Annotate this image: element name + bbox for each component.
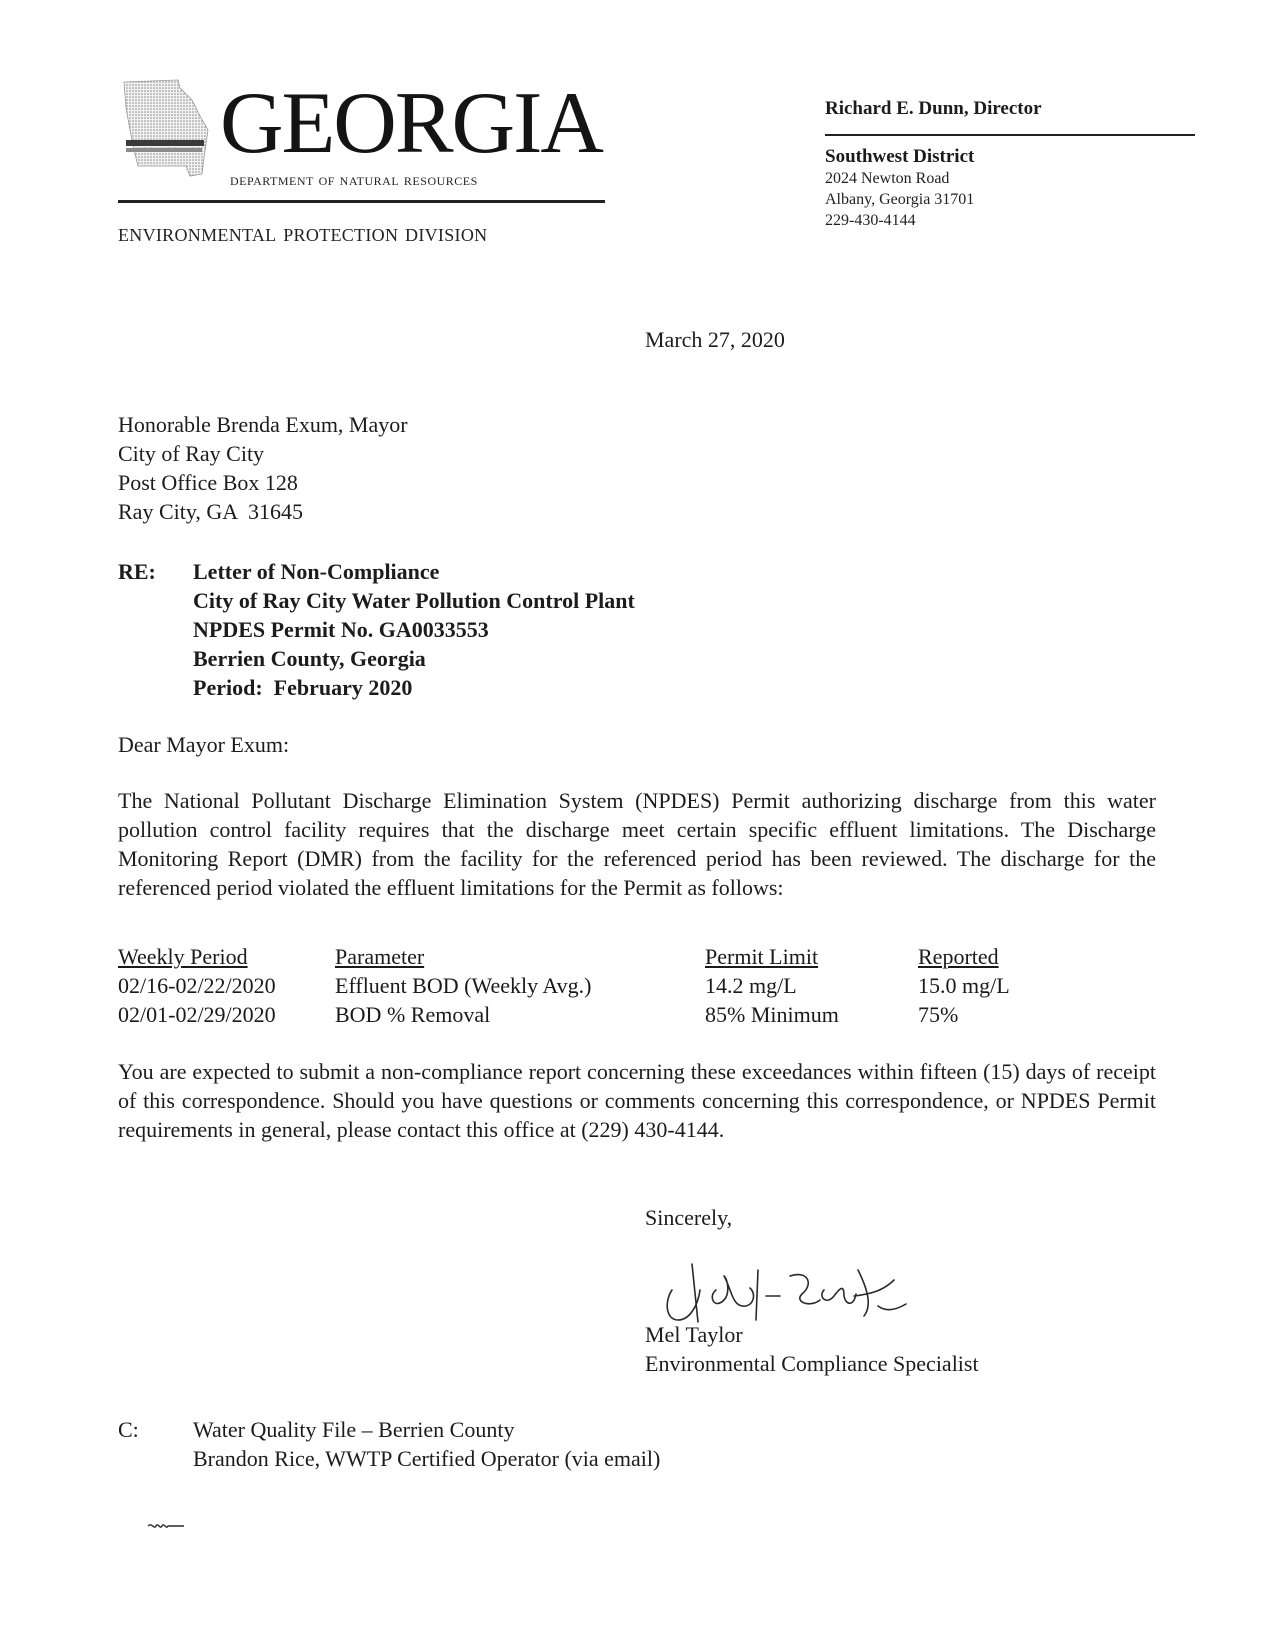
signer-name: Mel Taylor [645, 1322, 743, 1347]
subject-block [193, 557, 635, 702]
column-header: Parameter [335, 944, 425, 969]
table-cell: 02/16-02/22/2020 [118, 973, 276, 998]
recipient-address [118, 410, 408, 526]
department-name: department of natural resources [230, 170, 478, 189]
subject-line: Period: February 2020 [193, 675, 413, 700]
column-header: Permit Limit [705, 944, 819, 969]
salutation: Dear Mayor Exum: [118, 732, 290, 757]
cc-recipients [193, 1415, 660, 1473]
handwritten-signature [658, 1250, 918, 1328]
table-cell: 15.0 mg/L [918, 973, 1010, 998]
column-header: Reported [918, 944, 999, 969]
director-name: Richard E. Dunn, Director [825, 98, 1042, 119]
table-cell: Effluent BOD (Weekly Avg.) [335, 973, 592, 998]
closing: Sincerely, [645, 1205, 733, 1230]
subject-line: City of Ray City Water Pollution Control Plant [193, 588, 635, 613]
recipient-line: Ray City, GA 31645 [118, 499, 303, 524]
handwritten-initials [146, 1518, 186, 1536]
phone-number: 229-430-4144 [825, 212, 916, 229]
cc-label: C: [118, 1417, 139, 1442]
recipient-line: Post Office Box 128 [118, 470, 298, 495]
subject-line: Berrien County, Georgia [193, 646, 426, 671]
address-line-1: 2024 Newton Road [825, 170, 950, 187]
table-cell: 75% [918, 1002, 959, 1027]
table-cell: 85% Minimum [705, 1002, 839, 1027]
body-paragraph-1: The National Pollutant Discharge Elimination System (NPDES) Permit authorizing discharge from this water pollution control facility requires that the discharge meet certain specific effluent limitations. The Discharge Monitoring Report (DMR) from the facility for the referenced period has been reviewed. The discharge for the referenced period violated the effluent limitations for the Permit as follows: [118, 788, 1156, 900]
district-name: Southwest District [825, 146, 975, 167]
re-label: RE: [118, 559, 156, 584]
subject-line: Letter of Non-Compliance [193, 559, 440, 584]
signer-block [645, 1320, 979, 1378]
signer-title: Environmental Compliance Specialist [645, 1351, 979, 1376]
recipient-line: City of Ray City [118, 441, 265, 466]
column-header: Weekly Period [118, 944, 248, 969]
address-line-2: Albany, Georgia 31701 [825, 191, 975, 208]
subject-line: NPDES Permit No. GA0033553 [193, 617, 489, 642]
director-divider [825, 134, 1195, 136]
letter-date: March 27, 2020 [645, 327, 785, 352]
cc-line: Brandon Rice, WWTP Certified Operator (via email) [193, 1446, 661, 1471]
recipient-line: Honorable Brenda Exum, Mayor [118, 412, 408, 437]
table-cell: BOD % Removal [335, 1002, 491, 1027]
letterhead-divider [118, 200, 605, 203]
georgia-state-map-icon [120, 78, 215, 183]
body-paragraph-2: You are expected to submit a non-compliance report concerning these exceedances within fifteen (15) days of receipt of this correspondence. Should you have questions or comments concerning this correspondence, or NPDES Permit requirements in general, please contact this office at (229) 430-4144. [118, 1059, 1156, 1142]
table-cell: 14.2 mg/L [705, 973, 797, 998]
division-name: environmental protection division [118, 218, 488, 247]
table-cell: 02/01-02/29/2020 [118, 1002, 276, 1027]
cc-line: Water Quality File – Berrien County [193, 1417, 515, 1442]
logo-wordmark: GEORGIA [220, 75, 602, 172]
